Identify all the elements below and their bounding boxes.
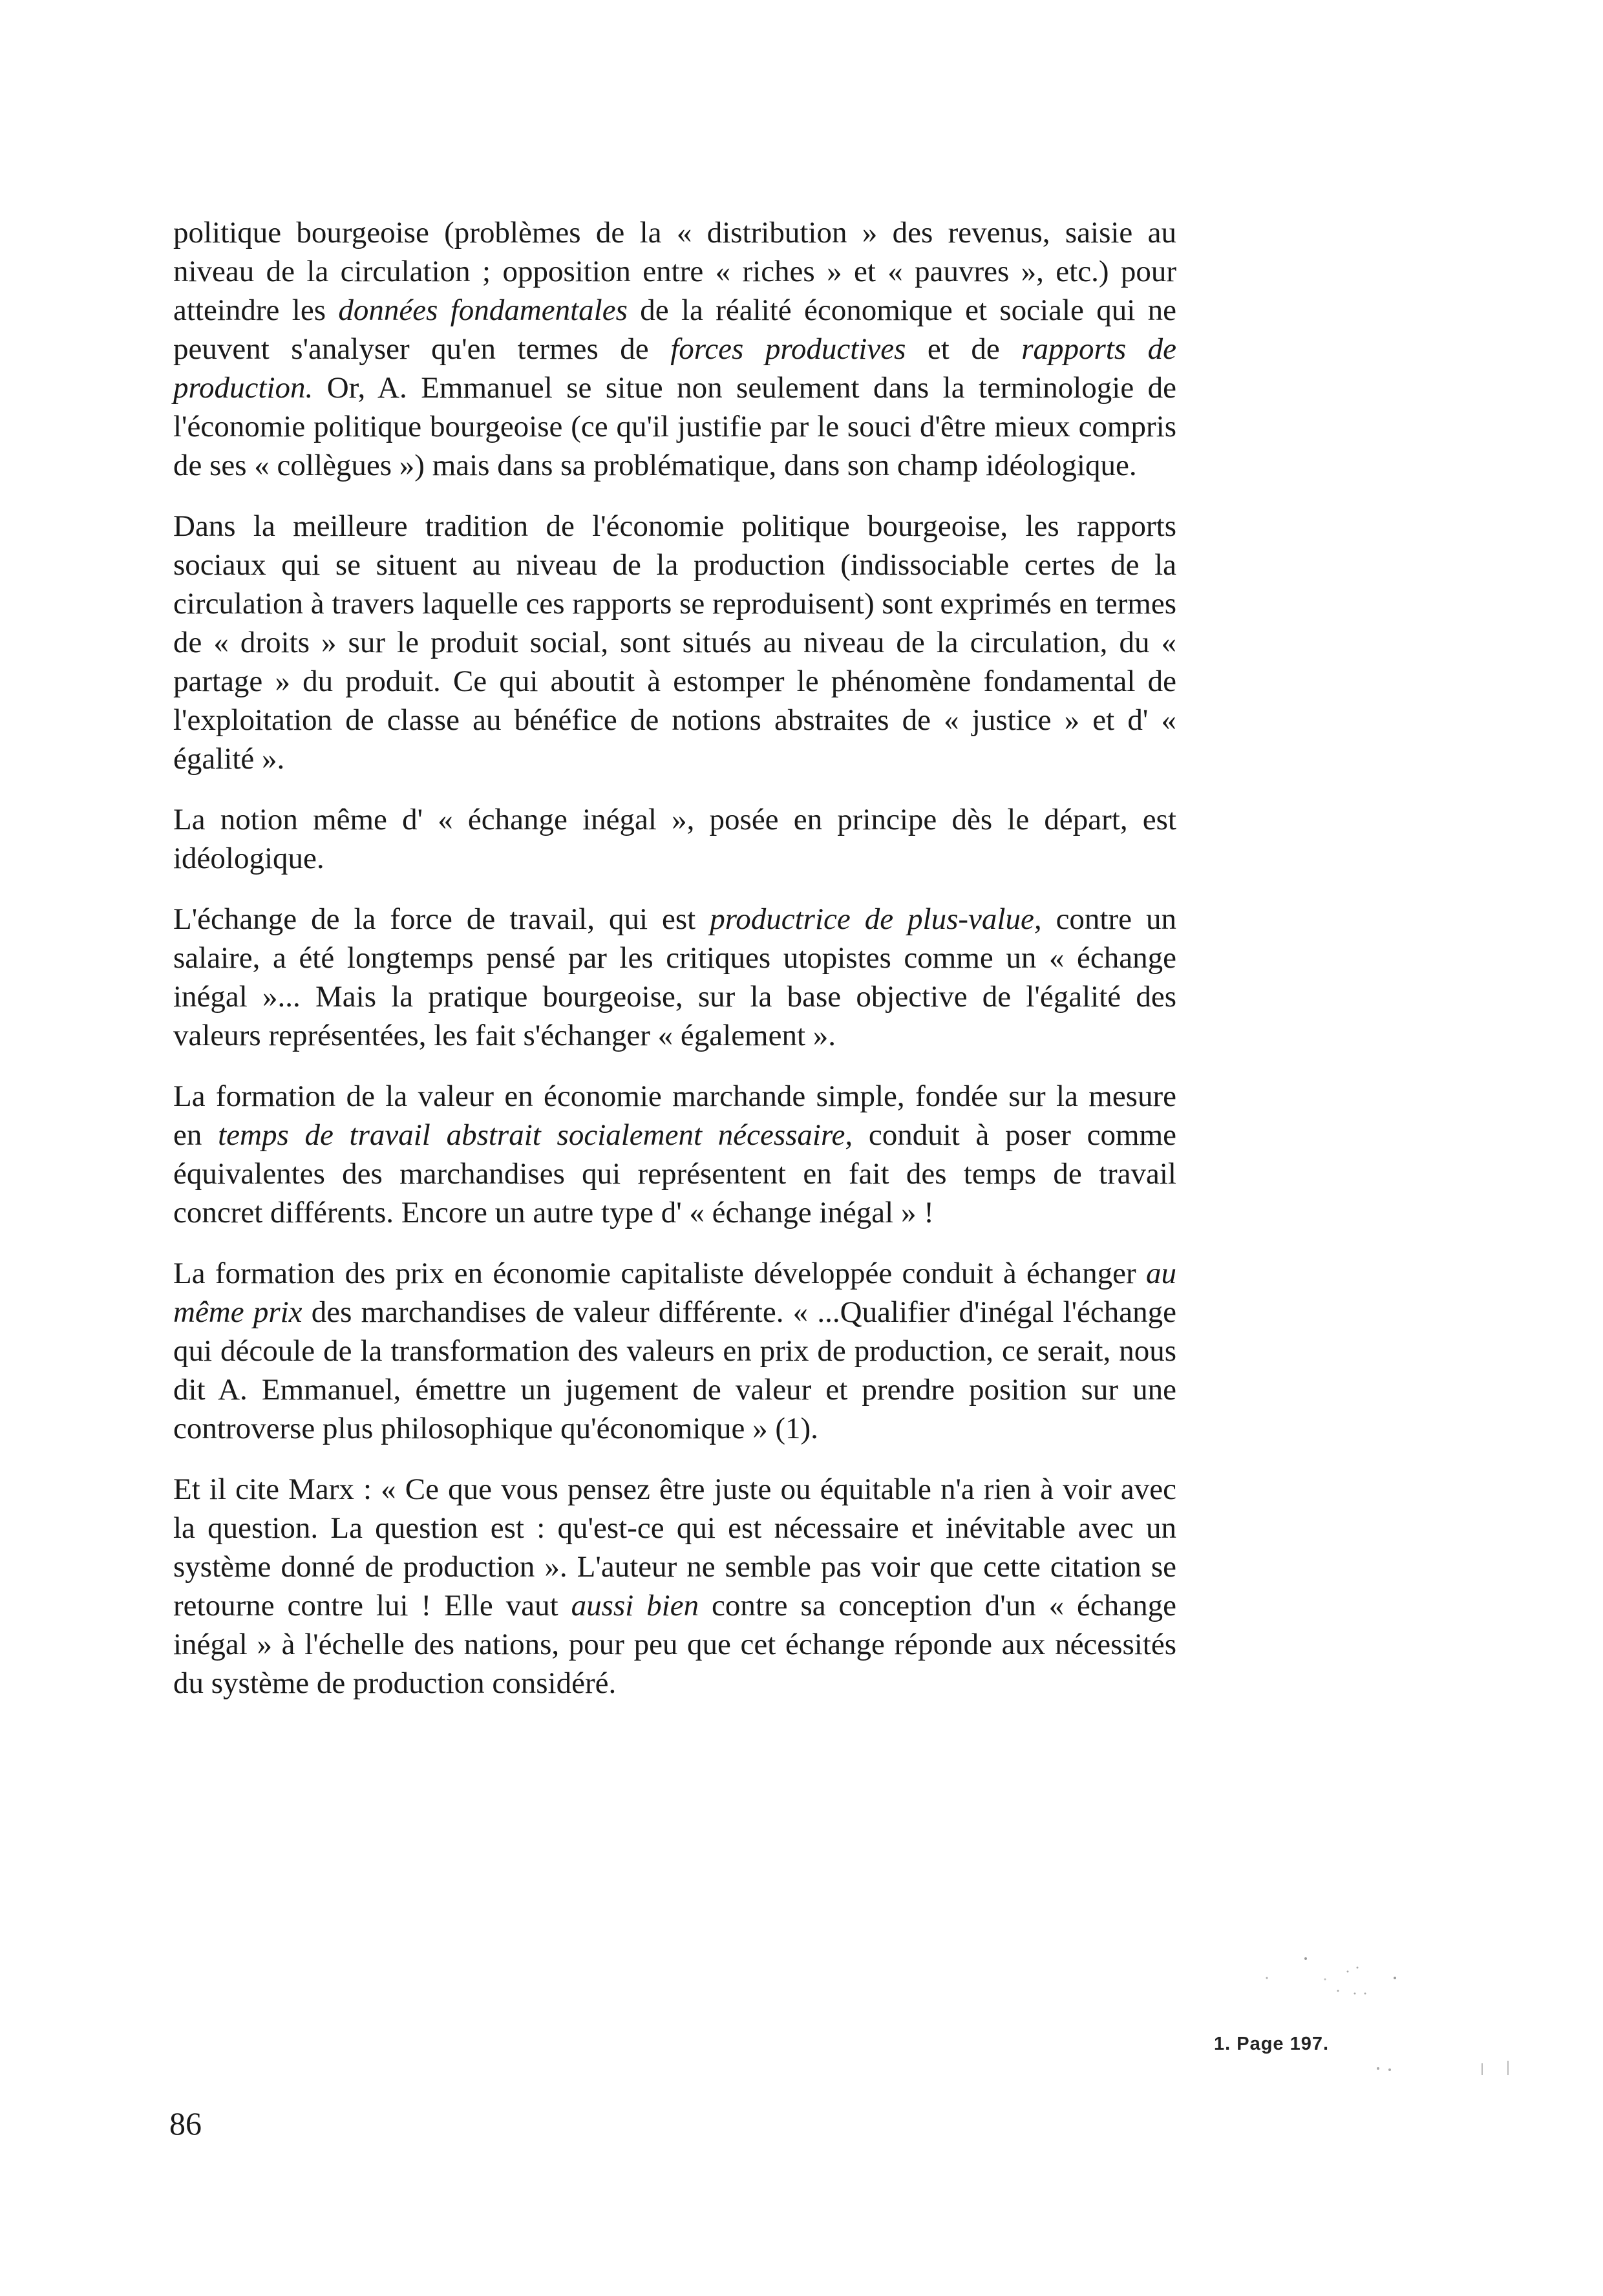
italic-text: au même prix (173, 1257, 1176, 1329)
paragraph (173, 1254, 1176, 1448)
italic-text: aussi bien (571, 1589, 699, 1622)
text-run: L'échange de la force de travail, qui est (173, 902, 710, 936)
body-text (173, 213, 1176, 1725)
italic-text: productrice de plus-value, (710, 902, 1042, 936)
text-run: Et il cite Marx : « Ce que vous pensez être juste ou équitable n'a rien à voir avec la question. La question est : qu'est-ce qui est nécessaire et inévitable avec un système donné de production ». L'auteur ne semble pas voir que cette citation se retourne contre lui ! Elle vaut (173, 1472, 1176, 1622)
text-run: Dans la meilleure tradition de l'économie politique bourgeoise, les rapports sociaux qui se situent au niveau de la production (indissociable certes de la circulation à travers laquelle ces rapports se reproduisent) sont exprimés en termes de « droits » sur le produit social, sont situés au niveau de la circulation, du « partage » du produit. Ce qui aboutit à estomper le phénomène fondamental de l'exploitation de classe au bénéfice de notions abstraites de « justice » et d' « égalité ». (173, 509, 1176, 776)
text-run: de la réalité économique et sociale qui ne peuvent s'analyser qu'en termes de (173, 293, 1177, 366)
paragraph (173, 507, 1176, 778)
text-run: La formation de la valeur en économie marchande simple, fondée sur la mesure en (173, 1079, 1176, 1152)
paragraph (173, 800, 1176, 878)
text-run: des marchandises de valeur différente. « ...Qualifier d'inégal l'échange qui découle de la transformation des valeurs en prix de production, ce serait, nous dit A. Emmanuel, émettre un jugement de valeur et prendre position sur une controverse plus philosophique qu'économique » (1). (173, 1295, 1176, 1445)
italic-text: temps de travail abstrait socialement nécessaire, (218, 1118, 853, 1152)
text-run: conduit à poser comme équivalentes des marchandises qui représentent en fait des temps de travail concret différents. Encore un autre type d' « échange inégal » ! (173, 1118, 1176, 1229)
italic-text: données fondamentales (338, 293, 628, 327)
paragraph (173, 213, 1176, 485)
paragraph (173, 1077, 1176, 1232)
paragraph (173, 900, 1176, 1055)
text-run: et de (906, 332, 1022, 366)
text-run: politique bourgeoise (problèmes de la « distribution » des revenus, saisie au niveau de la circulation ; opposition entre « riches » et « pauvres », etc.) pour atteindre les (173, 216, 1176, 327)
text-run: La notion même d' « échange inégal », posée en principe dès le départ, est idéologique. (173, 803, 1176, 875)
text-run: La formation des prix en économie capitaliste développée conduit à échanger (173, 1257, 1146, 1290)
italic-text: forces productives (670, 332, 906, 366)
text-run: contre un salaire, a été longtemps pensé par les critiques utopistes comme un « échange inégal »... Mais la pratique bourgeoise, sur la base objective de l'égalité des valeurs représentées, les fait s'échanger « également ». (173, 902, 1176, 1052)
text-run: Or, A. Emmanuel se situe non seulement dans la terminologie de l'économie politique bourgeoise (ce qu'il justifie par le souci d'être mieux compris de ses « collègues ») mais dans sa problématique, dans son champ idéologique. (173, 371, 1176, 482)
footnote: 1. Page 197. (1214, 2034, 1330, 2054)
scan-specks (1228, 1926, 1525, 2094)
page-number: 86 (169, 2105, 202, 2142)
text-run: contre sa conception d'un « échange inégal » à l'échelle des nations, pour peu que cet échange réponde aux nécessités du système de production considéré. (173, 1589, 1176, 1700)
italic-text: rapports de production. (173, 332, 1177, 405)
paragraph (173, 1470, 1176, 1703)
